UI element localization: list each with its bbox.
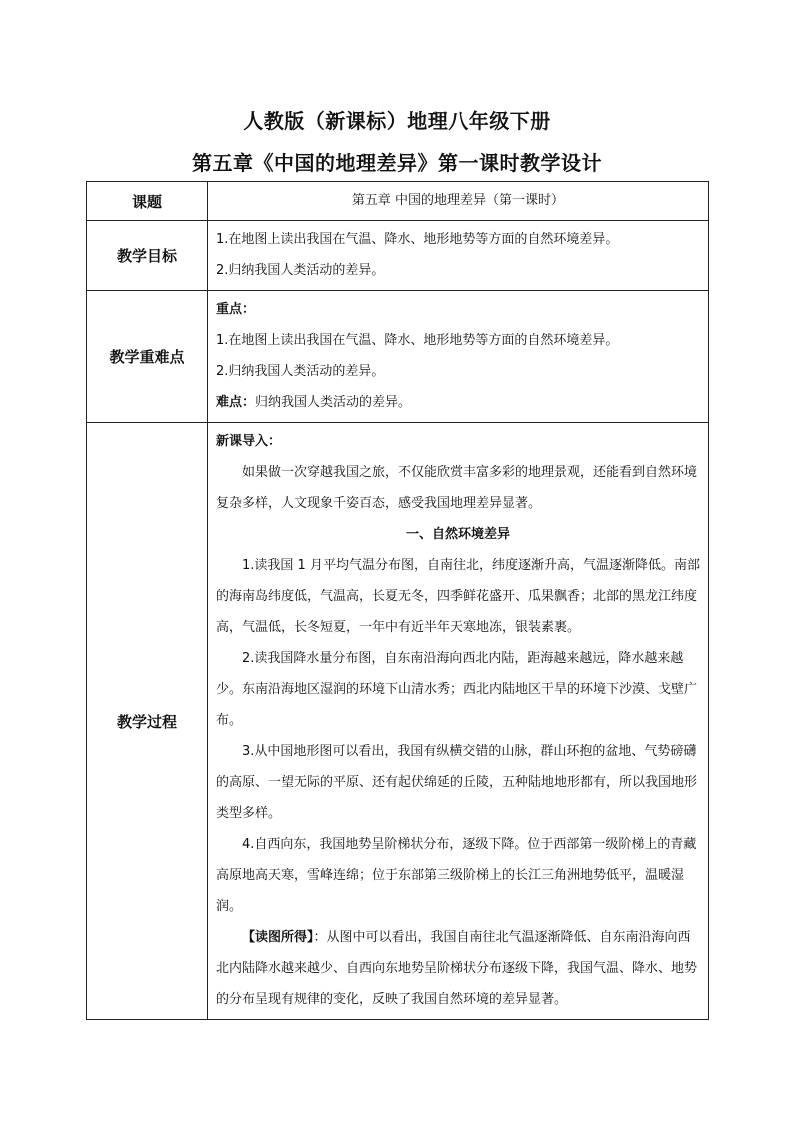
- process-label: 教学过程: [87, 423, 208, 1020]
- process-paragraph: 1.读我国 1 月平均气温分布图，自南往北，纬度逐渐升高，气温逐渐降低。南部的海南岛纬度低，气温高，长夏无冬，四季鲜花盛开、瓜果飘香；北部的黑龙江纬度高，气温低，长冬短夏，一年中有近半年天寒地冻，银装素裹。: [216, 558, 700, 635]
- difficulty-heading: 难点：: [216, 395, 256, 410]
- goal-item: 2.归纳我国人类活动的差异。: [216, 263, 385, 278]
- difficulty-text: 归纳我国人类活动的差异。: [255, 395, 412, 410]
- key-item: 2.归纳我国人类活动的差异。: [216, 364, 385, 379]
- key-heading: 重点：: [216, 302, 256, 317]
- topic-label: 课题: [87, 182, 208, 221]
- goals-label: 教学目标: [87, 221, 208, 291]
- document-subtitle: 第五章《中国的地理差异》第一课时教学设计: [192, 151, 602, 175]
- goal-item: 1.在地图上读出我国在气温、降水、地形地势等方面的自然环境差异。: [216, 232, 619, 247]
- table-row-topic: [87, 182, 709, 221]
- table-row-key-points: [87, 291, 709, 423]
- summary-paragraph: [216, 922, 700, 1015]
- process-paragraph: 2.读我国降水量分布图，自东南沿海向西北内陆，距海越来越远，降水越来越少。东南沿海地区湿润的环境下山清水秀；西北内陆地区干旱的环境下沙漠、戈壁广布。: [216, 651, 698, 728]
- key-points-content: [208, 291, 709, 423]
- lesson-plan-table: [86, 181, 709, 1020]
- summary-text: ：从图中可以看出，我国自南往北气温逐渐降低、自东南沿海向西北内陆降水越来越少、自西向东地势呈阶梯状分布逐级下降，我国气温、降水、地势的分布呈现有规律的变化，反映了我国自然环境的差异显著。: [216, 930, 698, 1007]
- summary-heading: 【读图所得】: [242, 930, 314, 945]
- table-row-goals: [87, 221, 709, 291]
- intro-heading: 新课导入：: [216, 434, 282, 449]
- section-heading: 一、自然环境差异: [405, 527, 510, 542]
- topic-value: 第五章 中国的地理差异（第一课时）: [208, 182, 709, 221]
- key-points-label: 教学重难点: [87, 291, 208, 423]
- process-paragraph: 3.从中国地形图可以看出，我国有纵横交错的山脉，群山环抱的盆地、气势磅礴的高原、一望无际的平原、还有起伏绵延的丘陵，五种陆地地形都有，所以我国地形类型多样。: [216, 744, 698, 821]
- key-item: 1.在地图上读出我国在气温、降水、地形地势等方面的自然环境差异。: [216, 333, 619, 348]
- intro-paragraph: 如果做一次穿越我国之旅，不仅能欣赏丰富多彩的地理景观，还能看到自然环境复杂多样，人文现象千姿百态，感受我国地理差异显著。: [216, 465, 698, 511]
- goals-content: [208, 221, 709, 291]
- process-content: [208, 423, 709, 1020]
- process-paragraph: 4.自西向东，我国地势呈阶梯状分布，逐级下降。位于西部第一级阶梯上的青藏高原地高天寒，雪峰连绵；位于东部第三级阶梯上的长江三角洲地势低平，温暖湿润。: [216, 837, 697, 914]
- table-row-process: [87, 423, 709, 1020]
- document-title: 人教版（新课标）地理八年级下册: [243, 109, 551, 133]
